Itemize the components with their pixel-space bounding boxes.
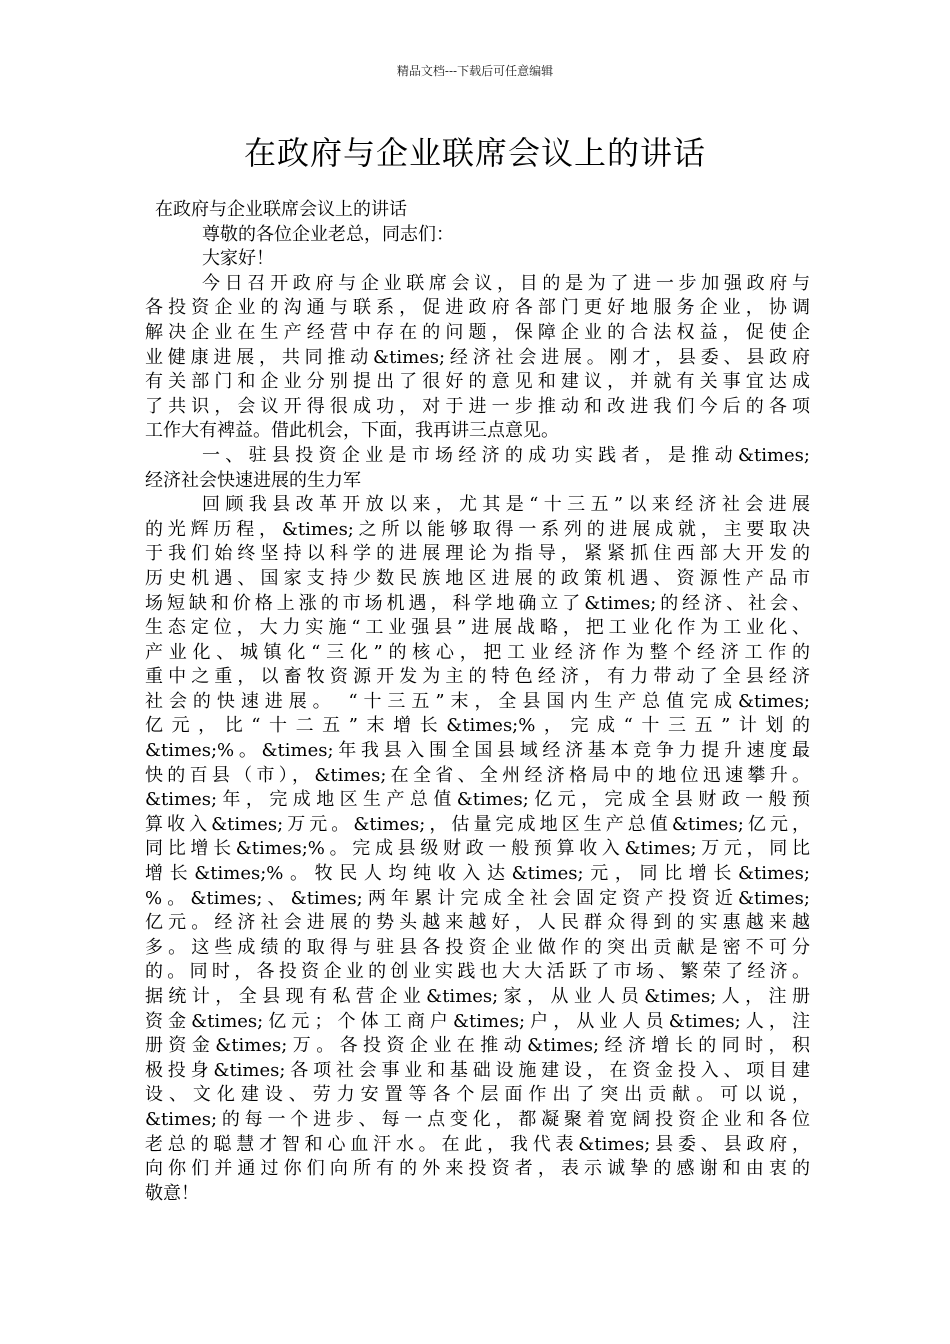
body-line: 极投身&times;各项社会事业和基础设施建设，在资金投入、项目建: [145, 1059, 810, 1081]
body-line: 尊敬的各位企业老总，同志们：: [202, 223, 454, 245]
body-line: 经济社会快速进展的生力军: [145, 469, 361, 491]
body-line: 解决企业在生产经营中存在的问题，保障企业的合法权益，促使企: [145, 321, 810, 343]
body-line: &times;年，完成地区生产总值&times;亿元，完成全县财政一般预: [145, 789, 810, 811]
body-line: 了共识，会议开得很成功，对于进一步推动和改进我们今后的各项: [145, 395, 810, 417]
body-line: 的光辉历程，&times;之所以能够取得一系列的进展成就，主要取决: [145, 518, 810, 540]
body-line: 据统计，全县现有私营企业&times;家，从业人员&times;人，注册: [145, 986, 810, 1007]
body-line: 向你们并通过你们向所有的外来投资者，表示诚挚的感谢和由衷的: [145, 1158, 810, 1180]
body-line: 于我们始终坚持以科学的进展理论为指导，紧紧抓住西部大开发的: [145, 543, 810, 565]
document-title: 在政府与企业联席会议上的讲话: [243, 134, 706, 172]
body-line: 一、驻县投资企业是市场经济的成功实践者，是推动&times;: [202, 444, 810, 466]
body-line: 回顾我县改革开放以来，尤其是“十三五”以来经济社会进展: [202, 494, 810, 516]
body-line: 算收入&times;万元。&times;，估量完成地区生产总值&times;亿元，: [145, 813, 810, 835]
body-line: 的。同时，各投资企业的创业实践也大大活跃了市场、繁荣了经济。: [145, 961, 810, 983]
body-line: 有关部门和企业分别提出了很好的意见和建议，并就有关事宜达成: [145, 371, 810, 393]
page-header: 精品文档---下载后可任意编辑: [396, 64, 554, 78]
body-line: 今日召开政府与企业联席会议，目的是为了进一步加强政府与: [202, 272, 810, 294]
body-line: %。&times;、&times;两年累计完成全社会固定资产投资近&times;: [145, 887, 810, 909]
body-line: 在政府与企业联席会议上的讲话: [155, 199, 407, 220]
body-line: 多。这些成绩的取得与驻县各投资企业做作的突出贡献是密不可分: [145, 936, 810, 958]
body-line: 重中之重，以畜牧资源开发为主的特色经济，有力带动了全县经济: [145, 666, 810, 688]
body-line: 大家好！: [202, 248, 274, 270]
body-line: 产业化、城镇化“三化”的核心，把工业经济作为整个经济工作的: [145, 641, 810, 663]
body-line: 各投资企业的沟通与联系，促进政府各部门更好地服务企业，协调: [145, 297, 810, 319]
body-line: 业健康进展，共同推动&times;经济社会进展。刚才，县委、县政府: [145, 346, 810, 368]
body-line: 亿元，比“十二五”末增长&times;%，完成“十三五”计划的: [145, 715, 810, 737]
body-line: 增长&times;%。牧民人均纯收入达&times;元，同比增长&times;: [145, 863, 810, 885]
body-line: 生态定位，大力实施“工业强县”进展战略，把工业化作为工业化、: [145, 617, 810, 639]
body-line: &times;的每一个进步、每一点变化，都凝聚着宽阔投资企业和各位: [145, 1108, 810, 1130]
body-line: 亿元。经济社会进展的势头越来越好，人民群众得到的实惠越来越: [145, 912, 810, 934]
body-line: 快的百县（市），&times;在全省、全州经济格局中的地位迅速攀升。: [145, 764, 810, 786]
body-line: 场短缺和价格上涨的市场机遇，科学地确立了&times;的经济、社会、: [145, 592, 810, 614]
document-body: [145, 198, 810, 1206]
body-line: 工作大有裨益。借此机会，下面，我再讲三点意见。: [145, 420, 559, 442]
body-line: 历史机遇、国家支持少数民族地区进展的政策机遇、资源性产品市: [145, 567, 810, 589]
body-line: 资金&times;亿元；个体工商户&times;户，从业人员&times;人，注: [145, 1010, 810, 1032]
body-line: 敬意！: [145, 1182, 199, 1204]
body-line: 册资金&times;万。各投资企业在推动&times;经济增长的同时，积: [145, 1035, 810, 1057]
body-line: 老总的聪慧才智和心血汗水。在此，我代表&times;县委、县政府，: [145, 1133, 810, 1155]
body-line: 设、文化建设、劳力安置等各个层面作出了突出贡献。可以说，: [145, 1084, 810, 1106]
body-line: &times;%。&times;年我县入围全国县域经济基本竞争力提升速度最: [145, 740, 810, 762]
body-line: 社会的快速进展。 “十三五”末，全县国内生产总值完成&times;: [145, 690, 810, 712]
body-line: 同比增长&times;%。完成县级财政一般预算收入&times;万元，同比: [145, 838, 810, 860]
